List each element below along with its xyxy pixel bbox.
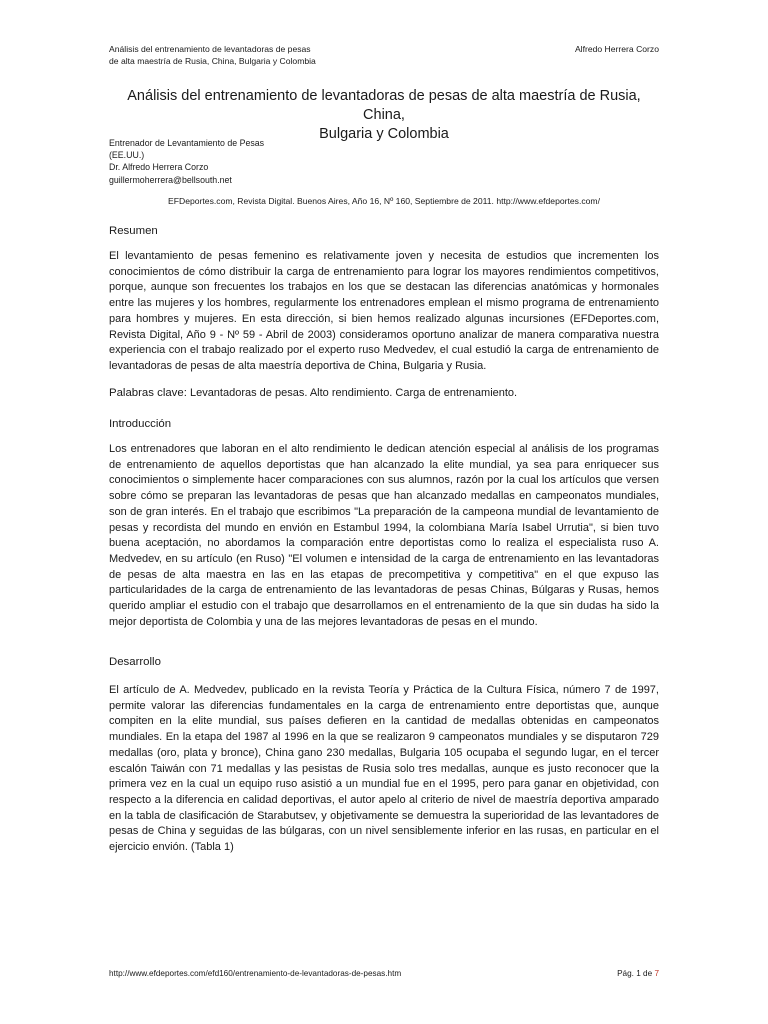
keywords [109,386,659,402]
running-header-author: Alfredo Herrera Corzo [574,44,659,54]
running-header-line: Análisis del entrenamiento de levantadoras de pesas [109,44,311,54]
title-line: Análisis del entrenamiento de levantadoras de pesas de alta maestría de Rusia, China, [127,88,641,123]
heading-introduccion: Introducción [109,418,172,430]
author-block [109,137,264,186]
title-line: Bulgaria y Colombia [319,126,449,142]
author-role: Entrenador de Levantamiento de Pesas [109,138,265,148]
keywords-text: Levantadoras de pesas. Alto rendimiento. Carga de entrenamiento. [189,387,518,399]
paragraph-introduccion: Los entrenadores que laboran en el alto rendimiento le dedican atención especial al análisis de los programas de entrenamiento de aquellos deportistas que han alcanzado la elite mundial, ya sea para enriquecer sus conocimientos o simplemente hacer comparaciones con sus alumnos, razón por la cual los artículos que versen sobre cómo se preparan las levantadoras de pesas que han alcanzado medallas en campeonatos mundiales, son de gran interés. En el trabajo que escribimos "La preparación de la campeona mundial de levantamiento de pesas y recordista del mundo en envión en Estambul 1994, la colombiana María Isabel Urrutia", si bien tuvo buena aceptación, no abordamos la comparación entre deportistas como lo realiza el especialista ruso A. Medvedev, en su artículo (en Ruso) "El volumen e intensidad de la carga de entrenamiento en las levantadoras de pesas de alta maestra en las en las etapas de precompetitiva y competitiva" en el que expuso las particularidades de la carga de entrenamiento de las levantadoras de pesas Chinas, Búlgaras y Rusas, hemos querido ampliar el estudio con el trabajo que desarrollamos en el entrenamiento de la que sin dudas ha sido la mejor deportista de Colombia y una de las mejores levantadoras de pesas en el mundo. [109,443,659,628]
author-email: guillermoherrera@bellsouth.net [109,174,232,185]
citation: EFDeportes.com, Revista Digital. Buenos Aires, Año 16, Nº 160, Septiembre de 2011. http://www.efdeportes.com/ [168,196,600,206]
running-header-title [109,43,316,67]
paragraph-resumen: El levantamiento de pesas femenino es relativamente joven y necesita de estudios que incrementen los conocimientos de cómo distribuir la carga de entrenamiento para lograr los mayores rendimientos competitivos, porque, aunque son frecuentes los trabajos en los que se destacan las diferencias anatómicas y hormonales entre las mujeres y los hombres, regularmente los entrenadores emplean el mismo programa de entrenamiento para hombres y mujeres. En esta dirección, si bien hemos realizado algunas incursiones (EFDeportes.com, Revista Digital, Año 9 - Nº 59 - Abril de 2003) consideramos oportuno analizar de manera comparativa nuestra experiencia con el trabajo realizado por el experto ruso Medvedev, el cual estudió la carga de entrenamiento de levantadoras de pesas de alta maestría deportiva de China, Bulgaria y Rusia. [109,250,659,372]
running-header-line: de alta maestría de Rusia, China, Bulgaria y Colombia [109,56,316,66]
author-country: (EE.UU.) [109,150,145,161]
heading-resumen: Resumen [109,225,158,237]
document-title [109,87,659,144]
paragraph-desarrollo: El artículo de A. Medvedev, publicado en la revista Teoría y Práctica de la Cultura Física, número 7 de 1997, permite valorar las diferencias fundamentales en la carga de entrenamiento entre deportistas que, aunque compiten en la elite mundial, sus países defieren en la cantidad de medallas obtenidas en campeonatos mundiales. En la etapa del 1987 al 1996 en la que se realizaron 9 campeonatos mundiales y se disputaron 729 medallas (oro, plata y bronce), China gano 230 medallas, Bulgaria 105 ocupaba el segundo lugar, en el tercer escalón Taiwán con 71 medallas y las pesistas de Rusia solo tres medallas, aunque es justo reconocer que la primera vez en la cual un equipo ruso asistió a un mundial fue en el 1995, pero para ganar en objetividad, con respecto a la diferencia en calidad deportivas, el autor apelo al criterio de nivel de maestría deportiva amparado en la tabla de clasificación de Starabutsev, y objetivamente se demuestra la superioridad de las levantadores de pesas de China y seguidas de las búlgaras, con un nivel sensiblemente inferior en las rusas, en particular en el ejercicio envión. (Tabla 1) [109,684,659,854]
keywords-label: Palabras clave: [109,387,187,399]
heading-desarrollo: Desarrollo [109,656,161,668]
footer-url: http://www.efdeportes.com/efd160/entrenamiento-de-levantadoras-de-pesas.htm [109,969,402,978]
footer-page-number [617,968,659,980]
page-label: Pág. 1 de [617,969,653,978]
page-total: 7 [654,969,659,978]
author-name: Dr. Alfredo Herrera Corzo [109,162,209,173]
